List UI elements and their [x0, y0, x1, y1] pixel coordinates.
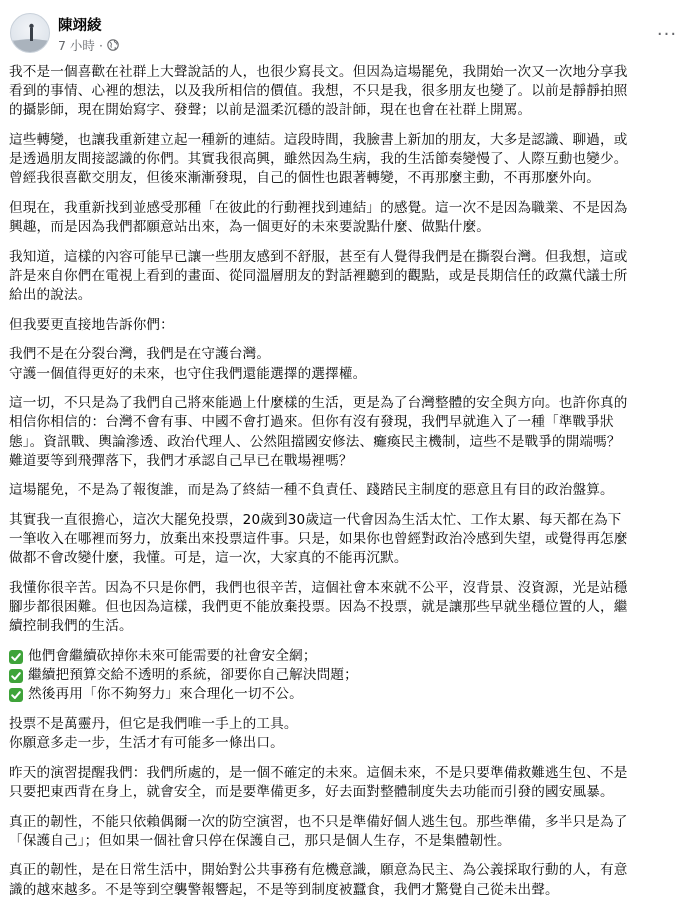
paragraph-line: 這一切，不只是為了我們自己將來能過上什麼樣的生活，更是為了台灣整體的安全與方向。也許你真的 [9, 395, 628, 412]
more-options-button[interactable] [653, 20, 681, 48]
checklist-item [9, 666, 689, 685]
post-paragraph [9, 813, 689, 851]
paragraph-line: 是透過朋友間接認識的你們。其實我很高興，雖然因為生病，我的生活節奏變慢了、人際互動也變少。 [9, 151, 628, 168]
paragraph-line: 難道要等到飛彈落下，我們才承認自己早已在戰場裡嗎？ [9, 452, 353, 469]
post-paragraph [9, 764, 689, 802]
paragraph-line: 這些轉變，也讓我重新建立起一種新的連結。這段時間，我臉書上新加的朋友，大多是認識、聊過，或 [9, 132, 628, 148]
paragraph-line: 我不是一個喜歡在社群上大聲說話的人，也很少寫長文。但因為這場罷免，我開始一次又一次地分享我 [9, 64, 628, 80]
paragraph-line: 真正的韌性，是在日常生活中，開始對公共事務有危機意識，願意為民主、為公義採取行動的人，有意 [9, 862, 628, 879]
checklist-item [9, 685, 689, 704]
paragraph-line: 投票不是萬靈丹，但它是我們唯一手上的工具。 [9, 715, 298, 732]
paragraph-line: 真正的韌性，不能只依賴偶爾一次的防空演習，也不只是準備好個人逃生包。那些準備，多半只是為了 [9, 813, 628, 830]
checklist-item-text: 他們會繼續砍掉你未來可能需要的社會安全網； [28, 647, 317, 664]
post-paragraph [9, 131, 689, 189]
paragraph-line: 的攝影師，現在開始寫字、發聲；以前是溫柔沉穩的設計師，現在也會在社群上開罵。 [9, 102, 532, 119]
post-paragraph [9, 511, 689, 569]
globe-icon [107, 39, 119, 51]
paragraph-line: 守護一個值得更好的未來，也守住我們還能選擇的選擇權。 [9, 365, 367, 382]
check-mark-icon [9, 669, 23, 683]
paragraph-line: 興趣，而是因為我們都願意站出來，為一個更好的未來要說點什麼、做點什麼。 [9, 219, 491, 236]
paragraph-line: 其實我一直很擔心，這次大罷免投票，20歲到30歲這一代會因為生活太忙、工作太累、每天都在為下 [9, 511, 622, 528]
paragraph-line: 給出的說法。 [9, 287, 92, 304]
paragraph-line: 我知道，這樣的內容可能早已讓一些朋友感到不舒服，甚至有人覺得我們是在撕裂台灣。但我想，這或 [9, 248, 628, 265]
post-paragraph [9, 715, 689, 753]
post-paragraph [9, 394, 689, 471]
paragraph-line: 曾經我很喜歡交朋友，但後來漸漸發現，自己的個性也跟著轉變，不再那麼主動，不再那麼外向。 [9, 170, 600, 187]
post-paragraph [9, 861, 689, 899]
paragraph-line: 你願意多走一步，生活才有可能多一條出口。 [9, 735, 284, 752]
checklist-item-text: 然後再用「你不夠努力」來合理化一切不公。 [28, 686, 303, 703]
paragraph-line: 許是來自你們在電視上看到的畫面、從同溫層朋友的對話裡聽到的觀點，或是長期信任的政黨代議士所 [9, 268, 628, 284]
paragraph-line: 識的越來越多。不是等到空襲警報響起，不是等到制度被蠶食，我們才驚覺自己從未出聲。 [9, 881, 559, 898]
paragraph-line: 做都不會改變什麼，我懂。可是，這一次，大家真的不能再沉默。 [9, 550, 408, 567]
paragraph-line: 相信你相信的：台灣不會有事、中國不會打過來。但你有沒有發現，我們早就進入了一種「準戰爭狀 [9, 414, 614, 431]
check-mark-icon [9, 650, 23, 664]
checklist-item [9, 647, 689, 666]
paragraph-line: 這場罷免，不是為了報復誰，而是為了終結一種不負責任、踐踏民主制度的惡意且有目的政治盤算。 [9, 482, 614, 499]
paragraph-line: 一筆收入在哪裡而努力，放棄出來投票這件事。只是，如果你也曾經對政治冷感到失望，或覺得再怎麼 [9, 531, 628, 548]
author-name[interactable]: 陳翊綾 [58, 18, 102, 34]
paragraph-line: 態」。資訊戰、輿論滲透、政治代理人、公然阻擋國安修法、癱瘓民主機制，這些不是戰爭的開端嗎？ [9, 433, 621, 450]
post-paragraph [9, 579, 689, 637]
post-header [10, 12, 687, 56]
avatar[interactable] [10, 13, 50, 53]
post-paragraph [9, 63, 689, 121]
paragraph-line: 我們不是在分裂台灣，我們是在守護台灣。 [9, 346, 271, 363]
post-paragraph [9, 316, 689, 335]
paragraph-line: 但我要更直接地告訴你們： [9, 316, 174, 333]
post-timestamp[interactable]: 7 小時 [58, 38, 95, 53]
post-paragraph [9, 199, 689, 237]
paragraph-line: 腳步都很困難。但也因為這樣，我們更不能放棄投票。因為不投票，就是讓那些早就坐穩位置的人，繼 [9, 599, 628, 616]
post-body [9, 63, 689, 910]
more-options-icon: ··· [656, 23, 678, 45]
post-paragraph [9, 248, 689, 306]
checklist [9, 647, 689, 705]
separator-dot: · [98, 37, 103, 53]
check-mark-icon [9, 688, 23, 702]
paragraph-line: 只要把東西背在身上，就會安全，而是要準備更多，好去面對整體制度失去功能而引發的國安風暴。 [9, 783, 614, 800]
post-paragraph [9, 481, 689, 500]
paragraph-line: 昨天的演習提醒我們：我們所處的，是一個不確定的未來。這個未來，不是只要準備救難逃生包、不是 [9, 764, 628, 781]
checklist-item-text: 繼續把預算交給不透明的系統，卻要你自己解決問題； [28, 667, 358, 684]
post-paragraph [9, 345, 689, 383]
avatar-image [11, 14, 50, 53]
post-meta [58, 36, 119, 54]
paragraph-line: 我懂你很辛苦。因為不只是你們，我們也很辛苦，這個社會本來就不公平，沒背景、沒資源，光是站穩 [9, 579, 628, 596]
paragraph-line: 看到的事情、心裡的想法，以及我所相信的價值。我想，不只是我，很多朋友也變了。以前是靜靜拍照 [9, 83, 628, 100]
paragraph-line: 「保護自己」；但如果一個社會只停在保護自己，那只是個人生存，不是集體韌性。 [9, 832, 511, 849]
paragraph-line: 但現在，我重新找到並感受那種「在彼此的行動裡找到連結」的感覺。這一次不是因為職業、不是因為 [9, 200, 628, 216]
paragraph-line: 續控制我們的生活。 [9, 618, 133, 635]
